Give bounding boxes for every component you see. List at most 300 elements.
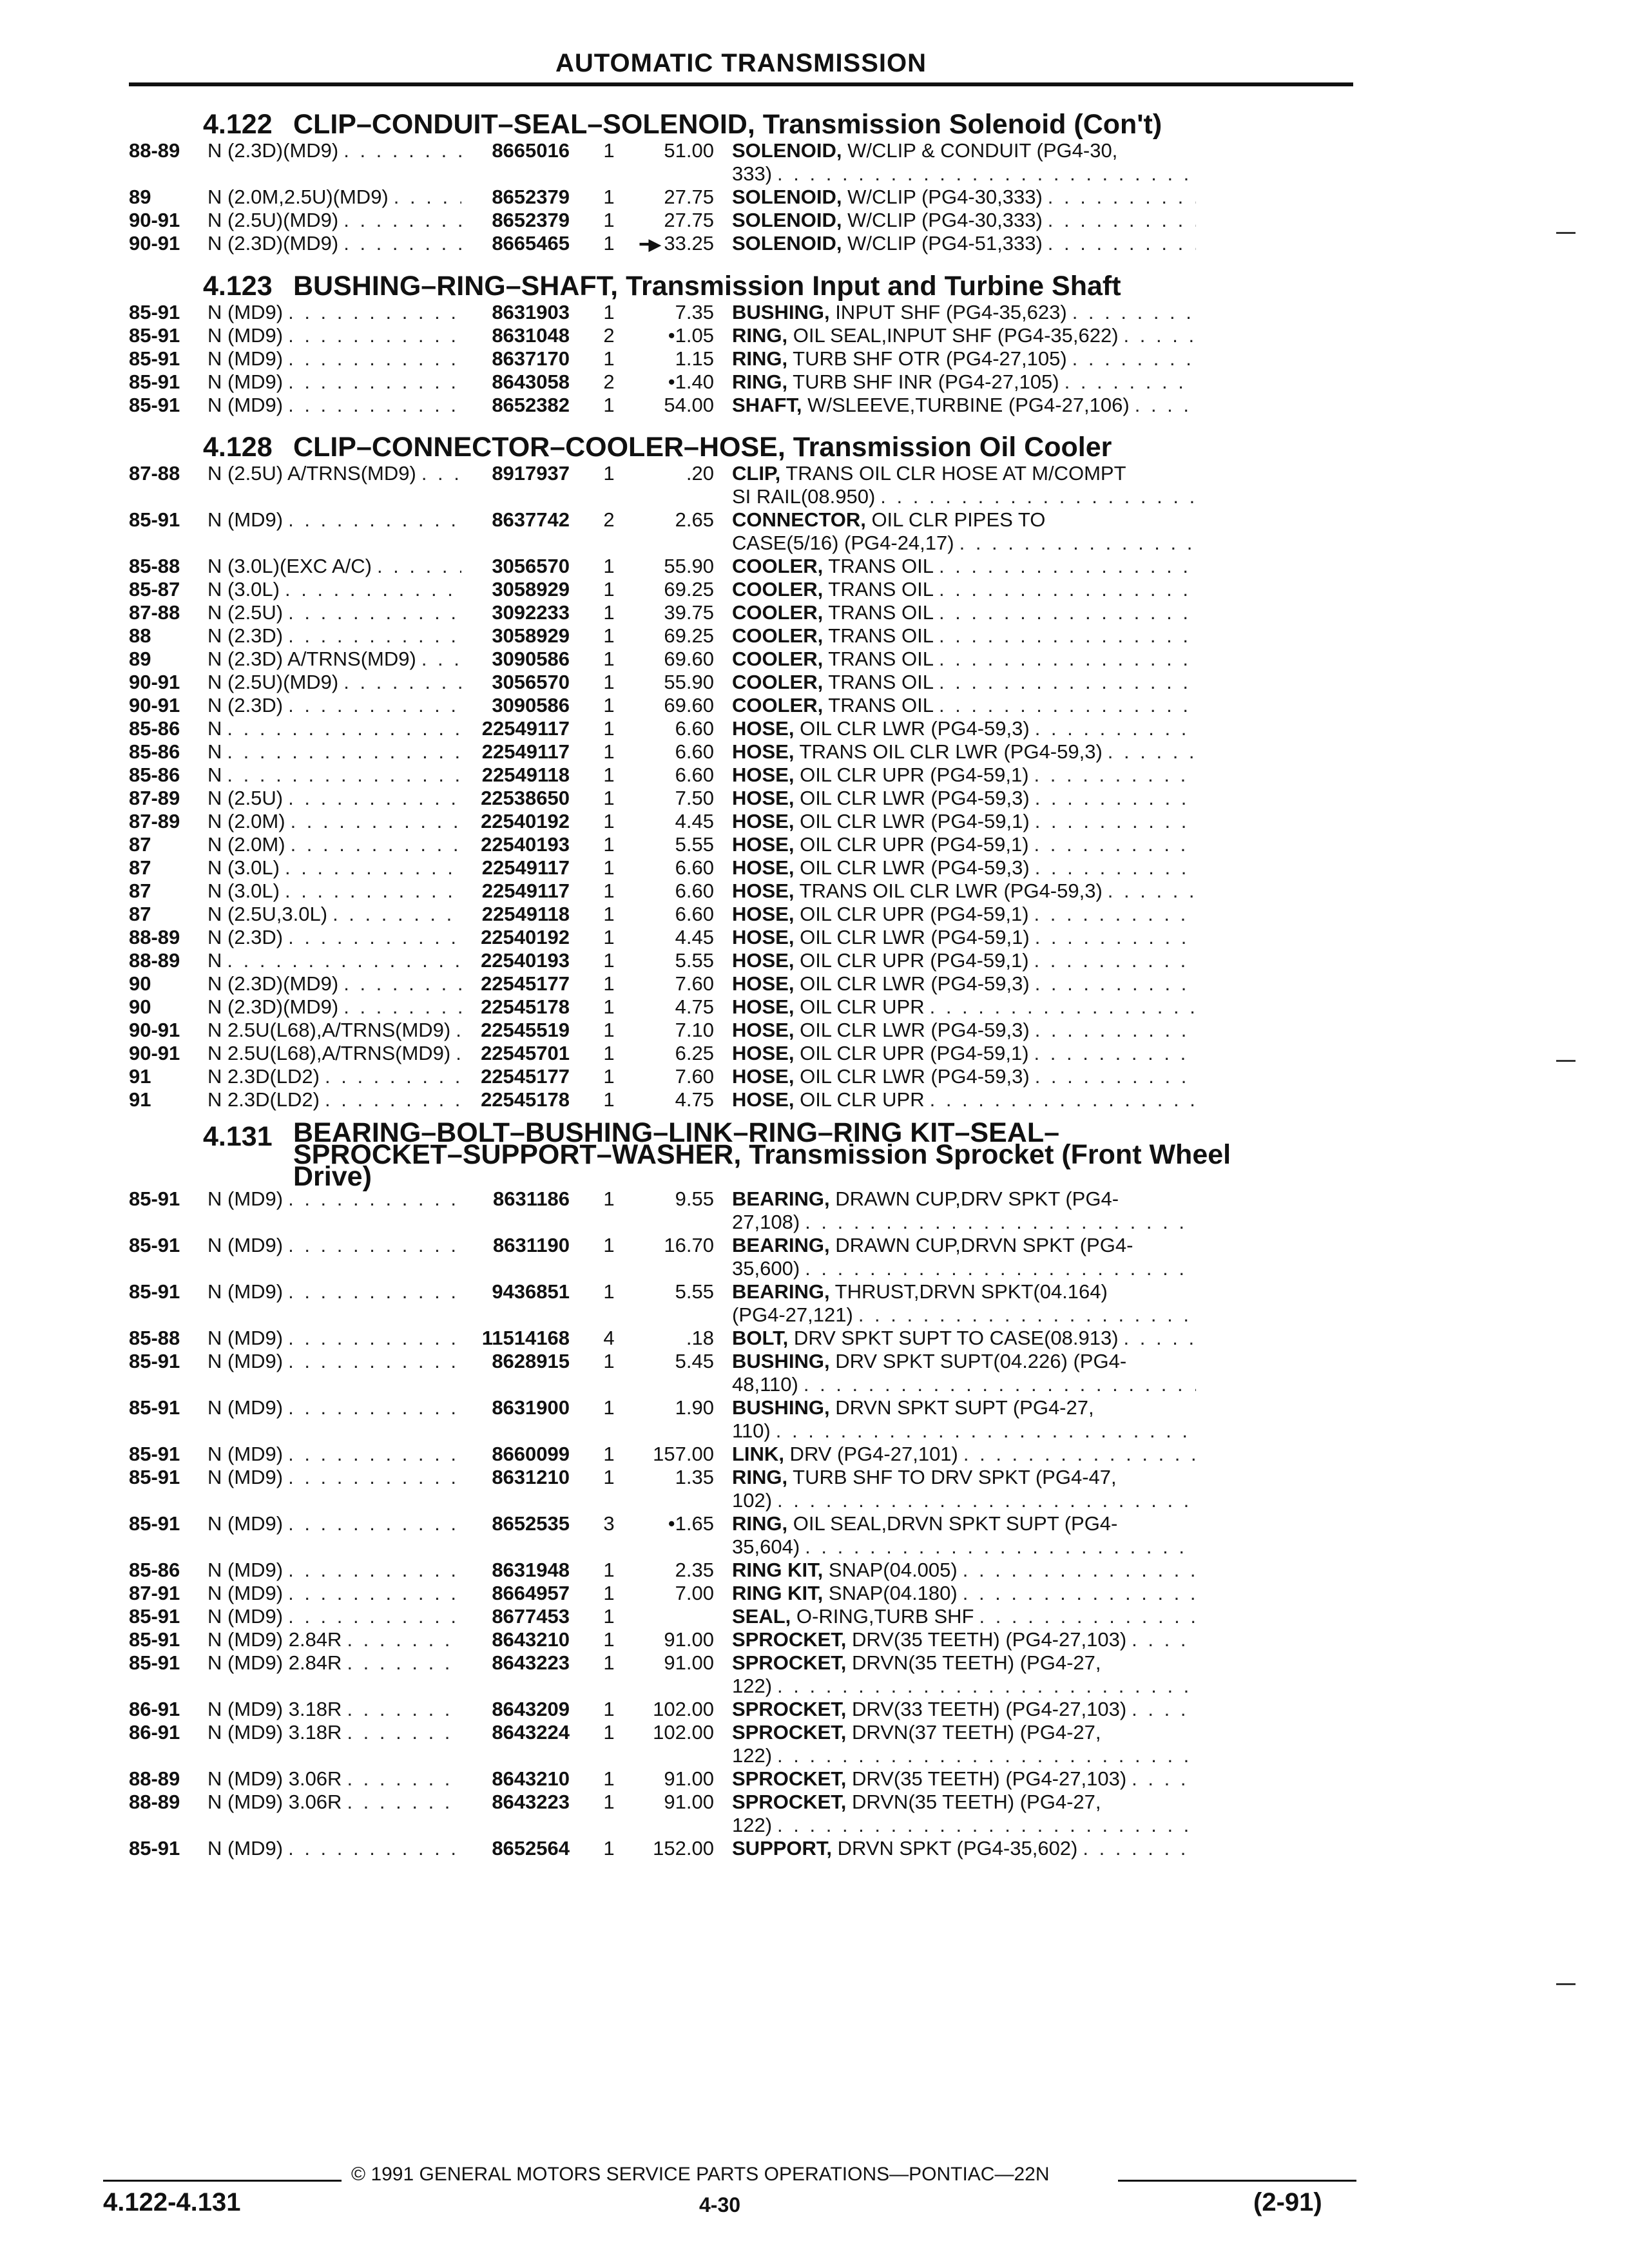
dot-leader: [959, 532, 1196, 555]
parts-row: [129, 1280, 1366, 1327]
dot-leader: [288, 694, 461, 717]
dot-leader: [1035, 810, 1196, 833]
parts-row: [129, 694, 1366, 717]
description: [732, 1559, 1196, 1582]
price-value: 55.90: [664, 555, 714, 577]
parts-row: [129, 139, 1366, 186]
price-value: 6.60: [675, 903, 714, 925]
application-text: N (MD9): [207, 1605, 284, 1628]
model-years: 88-89: [129, 949, 180, 972]
price: [633, 508, 732, 555]
description: [732, 394, 1196, 417]
model-years: 90-91: [129, 232, 180, 255]
section-title: [293, 1117, 1366, 1192]
price-value: 4.75: [675, 1088, 714, 1111]
parts-row: [129, 1350, 1366, 1396]
application: [207, 1350, 461, 1396]
application: [207, 1721, 461, 1767]
quantity: 3: [603, 1512, 615, 1535]
description-text: [732, 764, 1029, 787]
description-line: [732, 578, 1196, 601]
application-text: N (MD9): [207, 394, 284, 416]
application-text: N (3.0L): [207, 578, 280, 601]
part-number: 3090586: [492, 694, 570, 716]
part-number: 22549117: [481, 879, 570, 902]
price-value: 5.55: [675, 1280, 714, 1303]
quantity: 1: [603, 1443, 615, 1465]
application-text: N (MD9) 2.84R: [207, 1628, 342, 1651]
part-number: 8643209: [492, 1698, 570, 1720]
dot-leader: [421, 462, 461, 508]
price-value: 1.15: [675, 347, 714, 370]
part-detail: TRANS OIL: [823, 624, 934, 647]
description-line: [732, 1280, 1196, 1303]
model-years: 85-91: [129, 1350, 180, 1372]
price: [633, 578, 732, 601]
description-text: [732, 1814, 772, 1837]
description-text: [732, 578, 934, 601]
dot-leader: [1035, 856, 1196, 879]
quantity: 1: [603, 949, 615, 972]
description-text: [732, 926, 1030, 949]
description-text: [732, 624, 934, 648]
price-value: 1.90: [675, 1396, 714, 1419]
application-text: N (MD9): [207, 1582, 284, 1604]
parts-row: [129, 671, 1366, 694]
description-line: [732, 787, 1196, 810]
part-name: COOLER,: [732, 624, 824, 647]
part-detail: OIL CLR LWR (PG4-59,3): [794, 1065, 1030, 1088]
description-line: [732, 1443, 1196, 1466]
part-name: CLIP,: [732, 462, 781, 485]
description-text: [732, 1280, 1108, 1303]
part-name: SEAL,: [732, 1605, 791, 1628]
quantity: 1: [603, 1837, 615, 1860]
part-detail: DRV(35 TEETH) (PG4-27,103): [846, 1767, 1127, 1790]
parts-row: [129, 949, 1366, 972]
price: [633, 903, 732, 926]
footer-page-number: 4-30: [699, 2193, 741, 2216]
quantity: 1: [603, 462, 615, 485]
description: [732, 903, 1196, 926]
description-text: [732, 833, 1029, 856]
description-line: [732, 926, 1196, 949]
price: [633, 232, 732, 256]
application-text: N (2.0M): [207, 833, 285, 856]
description-text: [732, 485, 875, 508]
quantity: 2: [603, 508, 615, 531]
section-number: 4.131: [203, 1121, 273, 1152]
part-detail: 333): [732, 162, 773, 185]
price: [633, 555, 732, 578]
description-text: [732, 740, 1103, 764]
dot-leader: [343, 232, 461, 256]
dot-leader: [288, 1187, 461, 1234]
part-name: BUSHING,: [732, 301, 830, 323]
price-value: 157.00: [653, 1443, 714, 1465]
part-detail: DRVN(37 TEETH) (PG4-27,: [846, 1721, 1101, 1744]
part-detail: DRV SPKT SUPT(04.226) (PG4-: [829, 1350, 1127, 1372]
price-value: 152.00: [653, 1837, 714, 1860]
parts-row: [129, 787, 1366, 810]
part-name: SOLENOID,: [732, 232, 842, 255]
description: [732, 1042, 1196, 1065]
dot-leader: [1034, 903, 1196, 926]
description: [732, 1396, 1196, 1443]
description-line: [732, 694, 1196, 717]
price-value: 6.60: [675, 764, 714, 786]
quantity: 1: [603, 833, 615, 856]
application-text: N 2.3D(LD2): [207, 1088, 320, 1111]
application-text: N (3.0L): [207, 879, 280, 902]
parts-catalog-content: [129, 94, 1366, 1860]
part-detail: OIL SEAL,DRVN SPKT SUPT (PG4-: [787, 1512, 1118, 1535]
description-text: [732, 1582, 958, 1605]
description-text: [732, 648, 934, 671]
application: [207, 1651, 461, 1698]
application: [207, 1559, 461, 1582]
description-text: [732, 301, 1067, 324]
price-value: 5.45: [675, 1350, 714, 1372]
part-detail: OIL CLR LWR (PG4-59,3): [794, 787, 1030, 809]
section-number: 4.128: [203, 432, 273, 463]
model-years: 85-91: [129, 1396, 180, 1419]
part-detail: INPUT SHF (PG4-35,623): [829, 301, 1067, 323]
part-number: 22549118: [481, 764, 570, 786]
dot-leader: [288, 1327, 461, 1350]
description-line: [732, 1350, 1196, 1373]
dot-leader: [939, 578, 1196, 601]
part-name: SPROCKET,: [732, 1628, 847, 1651]
part-name: BEARING,: [732, 1280, 830, 1303]
quantity: 1: [603, 1187, 615, 1210]
application: [207, 995, 461, 1019]
model-years: 85-86: [129, 717, 180, 740]
parts-row: [129, 601, 1366, 624]
dot-leader: [963, 1559, 1196, 1582]
part-detail: DRV SPKT SUPT TO CASE(08.913): [788, 1327, 1119, 1349]
price: [633, 648, 732, 671]
quantity: 1: [603, 856, 615, 879]
application-text: N (2.0M,2.5U)(MD9): [207, 186, 389, 208]
part-number: 8643210: [492, 1628, 570, 1651]
application-text: N (2.3D)(MD9): [207, 972, 339, 995]
part-number: 8643224: [492, 1721, 570, 1744]
parts-row: [129, 209, 1366, 232]
parts-row: [129, 1791, 1366, 1837]
part-detail: 102): [732, 1489, 773, 1512]
quantity: 1: [603, 740, 615, 763]
part-number: 3058929: [492, 624, 570, 647]
quantity: 1: [603, 1767, 615, 1790]
description-line: [732, 1234, 1196, 1257]
price: [633, 1042, 732, 1065]
description-text: [732, 162, 772, 186]
model-years: 90-91: [129, 694, 180, 716]
description-line: [732, 1721, 1196, 1744]
description-text: [732, 1628, 1126, 1651]
model-years: 86-91: [129, 1698, 180, 1720]
price-value: 7.50: [675, 787, 714, 809]
description-text: [732, 462, 1126, 485]
description-text: [732, 1042, 1029, 1065]
description-text: [732, 1466, 1117, 1489]
part-detail: OIL CLR PIPES TO: [865, 508, 1046, 531]
price: [633, 764, 732, 787]
application-text: N (MD9): [207, 1837, 284, 1860]
application: [207, 1280, 461, 1327]
dot-leader: [1035, 972, 1196, 995]
section-heading: [129, 94, 1366, 139]
quantity: 1: [603, 1019, 615, 1041]
quantity: 1: [603, 394, 615, 416]
description-text: [732, 232, 1043, 255]
dot-leader: [347, 1651, 461, 1698]
price: [633, 370, 732, 394]
application-text: N (2.3D) A/TRNS(MD9): [207, 648, 416, 670]
description-line: [732, 1814, 1196, 1837]
description-line: [732, 740, 1196, 764]
description: [732, 1837, 1196, 1860]
part-detail: 122): [732, 1814, 773, 1836]
description-line: [732, 1187, 1196, 1211]
description-text: [732, 1019, 1030, 1042]
price: [633, 995, 732, 1019]
application-text: N: [207, 717, 222, 740]
quantity: 1: [603, 694, 615, 716]
model-years: 87: [129, 903, 151, 925]
dot-leader: [333, 903, 461, 926]
part-name: HOSE,: [732, 926, 795, 948]
description-text: [732, 186, 1043, 209]
description: [732, 1791, 1196, 1837]
description: [732, 370, 1196, 394]
description-text: [732, 879, 1103, 903]
application: [207, 578, 461, 601]
part-detail: OIL CLR LWR (PG4-59,3): [794, 972, 1030, 995]
part-number: 22545701: [481, 1042, 570, 1064]
quantity: 1: [603, 717, 615, 740]
part-detail: OIL CLR UPR: [794, 995, 925, 1018]
application: [207, 324, 461, 347]
description-text: [732, 394, 1130, 417]
dot-leader: [288, 1582, 461, 1605]
price: [633, 1280, 732, 1327]
dot-leader: [325, 1088, 461, 1111]
price-value: 7.60: [675, 1065, 714, 1088]
application: [207, 740, 461, 764]
application: [207, 301, 461, 324]
description: [732, 810, 1196, 833]
price-value: 102.00: [653, 1698, 714, 1720]
quantity: 1: [603, 1628, 615, 1651]
model-years: 90: [129, 995, 151, 1018]
dot-leader: [347, 1698, 461, 1721]
description: [732, 1234, 1196, 1280]
part-number: 8652564: [492, 1837, 570, 1860]
description: [732, 232, 1196, 256]
part-detail: 35,600): [732, 1257, 800, 1280]
price-value: 7.60: [675, 972, 714, 995]
part-name: SPROCKET,: [732, 1791, 847, 1813]
price-value: 7.35: [675, 301, 714, 323]
application-text: N (MD9): [207, 1443, 284, 1465]
model-years: 85-91: [129, 394, 180, 416]
dot-leader: [1072, 301, 1196, 324]
description-line: [732, 162, 1196, 186]
dot-leader: [343, 671, 461, 694]
application-text: N (MD9): [207, 1350, 284, 1372]
part-detail: TRANS OIL CLR HOSE AT M/COMPT: [780, 462, 1126, 485]
description-line: [732, 1628, 1196, 1651]
model-years: 88-89: [129, 1767, 180, 1790]
price: [633, 1559, 732, 1582]
description: [732, 139, 1196, 186]
dot-leader: [1124, 1327, 1196, 1350]
price-value: 91.00: [664, 1651, 714, 1674]
quantity: 1: [603, 1466, 615, 1488]
part-number: 3090586: [492, 648, 570, 670]
price-value: 6.60: [675, 856, 714, 879]
dot-leader: [227, 949, 461, 972]
dot-leader: [394, 186, 461, 209]
dot-leader: [288, 1350, 461, 1396]
quantity: 1: [603, 1042, 615, 1064]
description-line: [732, 1791, 1196, 1814]
model-years: 87-91: [129, 1582, 180, 1604]
quantity: 1: [603, 1605, 615, 1628]
dot-leader: [805, 1257, 1196, 1280]
model-years: 90-91: [129, 1042, 180, 1064]
parts-row: [129, 833, 1366, 856]
part-name: HOSE,: [732, 1019, 795, 1041]
description-text: [732, 1257, 800, 1280]
model-years: 91: [129, 1065, 151, 1088]
parts-row: [129, 1559, 1366, 1582]
description: [732, 624, 1196, 648]
application-text: N (2.3D): [207, 624, 284, 647]
application-text: N (MD9) 3.06R: [207, 1767, 342, 1790]
application: [207, 671, 461, 694]
description-text: [732, 949, 1029, 972]
dot-leader: [288, 1396, 461, 1443]
description: [732, 787, 1196, 810]
dot-leader: [347, 1767, 461, 1791]
dot-leader: [1048, 209, 1196, 232]
application: [207, 1042, 461, 1065]
part-detail: DRAWN CUP,DRVN SPKT (PG4-: [829, 1234, 1133, 1256]
part-name: SPROCKET,: [732, 1767, 847, 1790]
part-number: 3058929: [492, 578, 570, 601]
dot-leader: [456, 1042, 461, 1065]
description-line: [732, 1042, 1196, 1065]
dot-leader: [804, 1373, 1196, 1396]
price: [633, 324, 732, 347]
description: [732, 972, 1196, 995]
description-text: [732, 1605, 974, 1628]
part-detail: 35,604): [732, 1535, 800, 1558]
price-value: 7.00: [675, 1582, 714, 1604]
part-number: 8917937: [492, 462, 570, 485]
part-number: 8652382: [492, 394, 570, 416]
price-value: 27.75: [664, 209, 714, 231]
model-years: 87: [129, 879, 151, 902]
description-line: [732, 1303, 1196, 1327]
part-detail: 122): [732, 1675, 773, 1697]
application-text: N 2.5U(L68),A/TRNS(MD9): [207, 1019, 451, 1041]
part-name: SPROCKET,: [732, 1698, 847, 1720]
application-text: N (2.5U)(MD9): [207, 671, 339, 693]
description: [732, 926, 1196, 949]
description: [732, 764, 1196, 787]
part-detail: DRAWN CUP,DRV SPKT (PG4-: [829, 1187, 1119, 1210]
quantity: 2: [603, 324, 615, 347]
footer-rule: [1118, 2180, 1356, 2182]
application-text: N 2.5U(L68),A/TRNS(MD9): [207, 1042, 451, 1064]
parts-row: [129, 578, 1366, 601]
application: [207, 903, 461, 926]
model-years: 85-91: [129, 1466, 180, 1488]
application: [207, 949, 461, 972]
description-line: [732, 139, 1196, 162]
description-text: [732, 1489, 772, 1512]
model-years: 85-91: [129, 1187, 180, 1210]
part-name: HOSE,: [732, 856, 795, 879]
quantity: 1: [603, 209, 615, 231]
part-detail: TRANS OIL: [823, 648, 934, 670]
dot-leader: [343, 972, 461, 995]
part-detail: TRANS OIL: [823, 578, 934, 601]
quantity: 1: [603, 301, 615, 323]
application: [207, 1234, 461, 1280]
description-text: [732, 1721, 1101, 1744]
description: [732, 1187, 1196, 1234]
application-text: N (MD9): [207, 1466, 284, 1488]
part-detail: TURB SHF TO DRV SPKT (PG4-47,: [787, 1466, 1117, 1488]
price-value: 6.60: [675, 740, 714, 763]
quantity: 1: [603, 1651, 615, 1674]
part-number: 22545177: [481, 972, 570, 995]
part-detail: SI RAIL(08.950): [732, 485, 876, 508]
price: [633, 1019, 732, 1042]
description-line: [732, 485, 1196, 508]
application: [207, 1396, 461, 1443]
price-value: 91.00: [664, 1628, 714, 1651]
application-text: N (3.0L): [207, 856, 280, 879]
price-value: 51.00: [664, 139, 714, 162]
description-line: [732, 1675, 1196, 1698]
dot-leader: [777, 1675, 1196, 1698]
part-name: COOLER,: [732, 578, 824, 601]
section-title: CLIP–CONNECTOR–COOLER–HOSE, Transmission Oil Cooler: [293, 432, 1112, 463]
description-line: [732, 1559, 1196, 1582]
header-rule: [129, 82, 1353, 86]
part-detail: OIL CLR UPR (PG4-59,1): [794, 764, 1029, 786]
part-detail: OIL CLR UPR (PG4-59,1): [794, 833, 1029, 856]
description-line: [732, 972, 1196, 995]
part-number: 8652379: [492, 186, 570, 208]
dot-leader: [776, 1419, 1196, 1443]
part-name: HOSE,: [732, 764, 795, 786]
application-text: N (2.5U,3.0L): [207, 903, 328, 925]
dot-leader: [1065, 370, 1196, 394]
dot-leader: [963, 1582, 1196, 1605]
price: [633, 462, 732, 508]
parts-row: [129, 926, 1366, 949]
quantity: 1: [603, 903, 615, 925]
description-text: [732, 1535, 800, 1559]
part-name: RING KIT,: [732, 1582, 824, 1604]
